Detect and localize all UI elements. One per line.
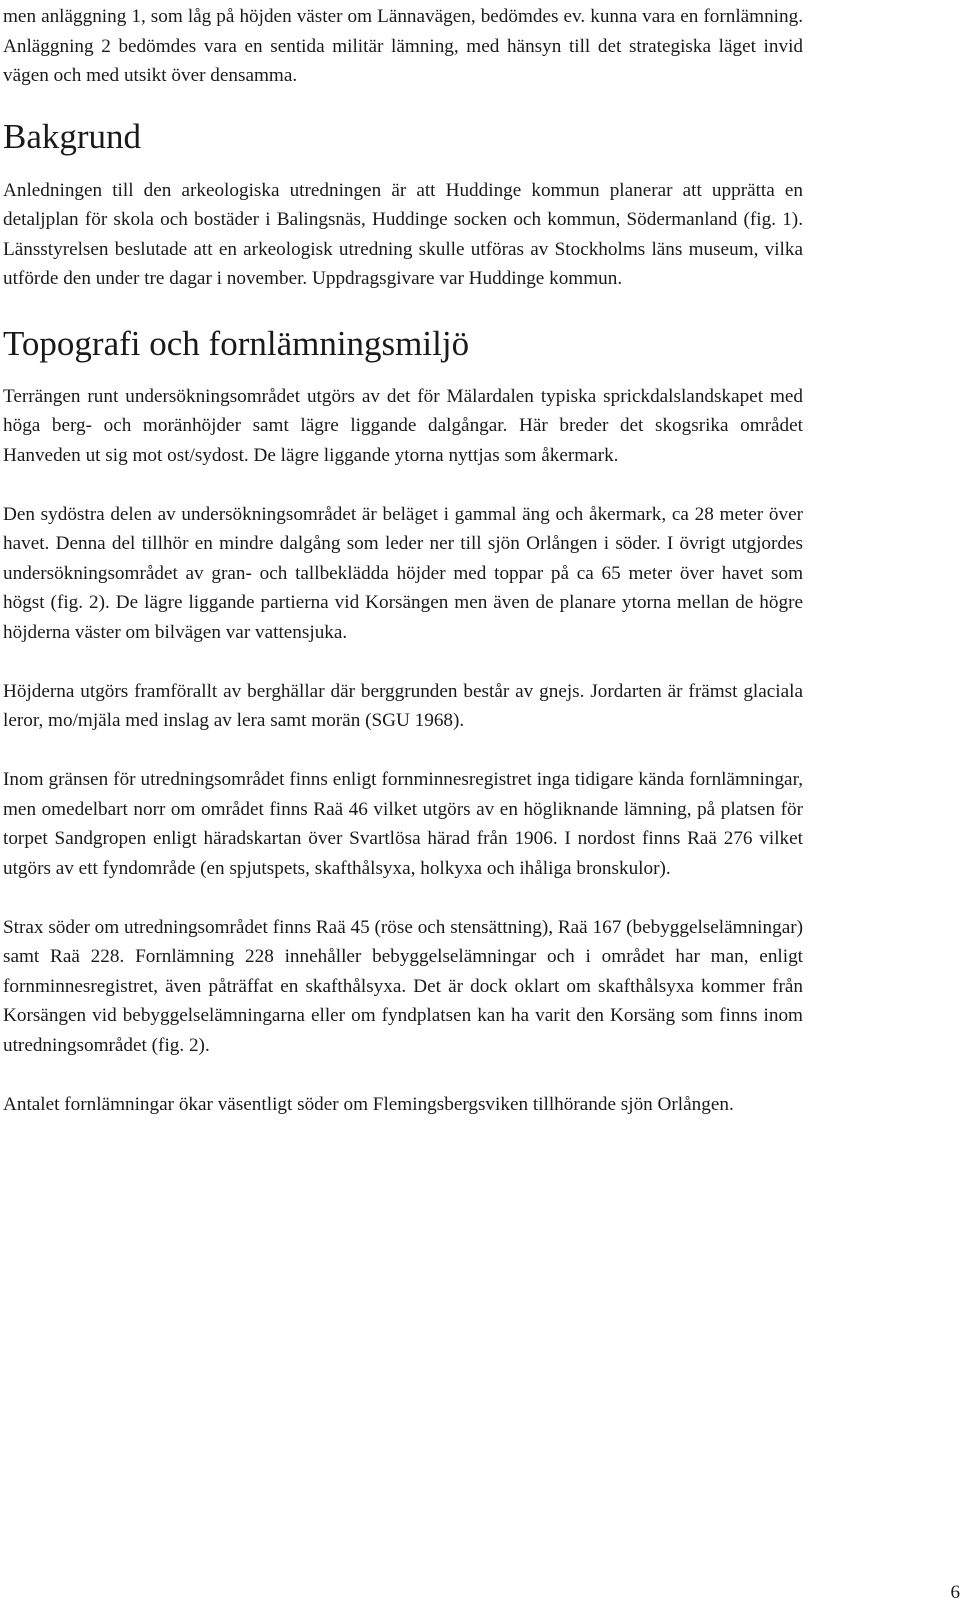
topografi-paragraph-1: Terrängen runt undersökningsområdet utgörs av det för Mälardalen typiska sprickdalslandskapet med höga berg- och moränhöjder samt lägre liggande dalgångar. Här breder det skogsrika området Hanveden ut sig mot ost/sydost. De lägre liggande ytorna nyttjas som åkermark.	[3, 385, 803, 466]
bakgrund-paragraph: Anledningen till den arkeologiska utredningen är att Huddinge kommun planerar att upprätta en detaljplan för skola och bostäder i Balingsnäs, Huddinge socken och kommun, Södermanland (fig. 1). Länsstyrelsen beslutade att en arkeologisk utredning skulle utföras av Stockholms läns museum, vilka utförde den under tre dagar i november. Uppdragsgivare var Huddinge kommun.	[3, 179, 803, 289]
page-number: 6	[950, 1582, 960, 1603]
topografi-paragraph-4: Inom gränsen för utredningsområdet finns enligt fornminnesregistret inga tidigare kända fornlämningar, men omedelbart norr om området finns Raä 46 vilket utgörs av en högliknande lämning, på platsen för torpet Sandgropen enligt häradskartan över Svartlösa härad från 1906. I nordost finns Raä 276 vilket utgörs av ett fyndområde (en spjutspets, skafthålsyxa, holkyxa och ihåliga bronskulor).	[3, 769, 803, 879]
topografi-paragraph-3: Höjderna utgörs framförallt av berghällar där berggrunden består av gnejs. Jordarten är främst glaciala leror, mo/mjäla med inslag av lera samt morän (SGU 1968).	[3, 680, 803, 731]
topografi-paragraph-2: Den sydöstra delen av undersökningsområdet är beläget i gammal äng och åkermark, ca 28 meter över havet. Denna del tillhör en mindre dalgång som leder ner till sjön Orlången i söder. I övrigt utgjordes undersökningsområdet av gran- och tallbeklädda höjder med toppar på ca 65 meter över havet som högst (fig. 2). De lägre liggande partierna vid Korsängen men även de planare ytorna mellan de högre höjderna väster om bilvägen var vattensjuka.	[3, 503, 803, 643]
section-heading-topografi: Topografi och fornlämningsmiljö	[3, 323, 470, 363]
topografi-paragraph-5: Strax söder om utredningsområdet finns Raä 45 (röse och stensättning), Raä 167 (bebyggelselämningar) samt Raä 228. Fornlämning 228 innehåller bebyggelselämningar och i området har man, enligt fornminnesregistret, även påträffat en skafthålsyxa. Det är dock oklart om skafthålsyxa kommer från Korsängen vid bebyggelselämningarna eller om fyndplatsen kan ha varit den Korsäng som finns inom utredningsområdet (fig. 2).	[3, 916, 803, 1056]
document-page	[3, 0, 803, 1119]
section-heading-bakgrund: Bakgrund	[3, 116, 142, 156]
intro-paragraph: men anläggning 1, som låg på höjden väster om Lännavägen, bedömdes ev. kunna vara en fornlämning. Anläggning 2 bedömdes vara en sentida militär lämning, med hänsyn till det strategiska läget invid vägen och med utsikt över densamma.	[3, 6, 803, 86]
topografi-paragraph-6: Antalet fornlämningar ökar väsentligt söder om Flemingsbergsviken tillhörande sjön Orlången.	[3, 1093, 734, 1115]
